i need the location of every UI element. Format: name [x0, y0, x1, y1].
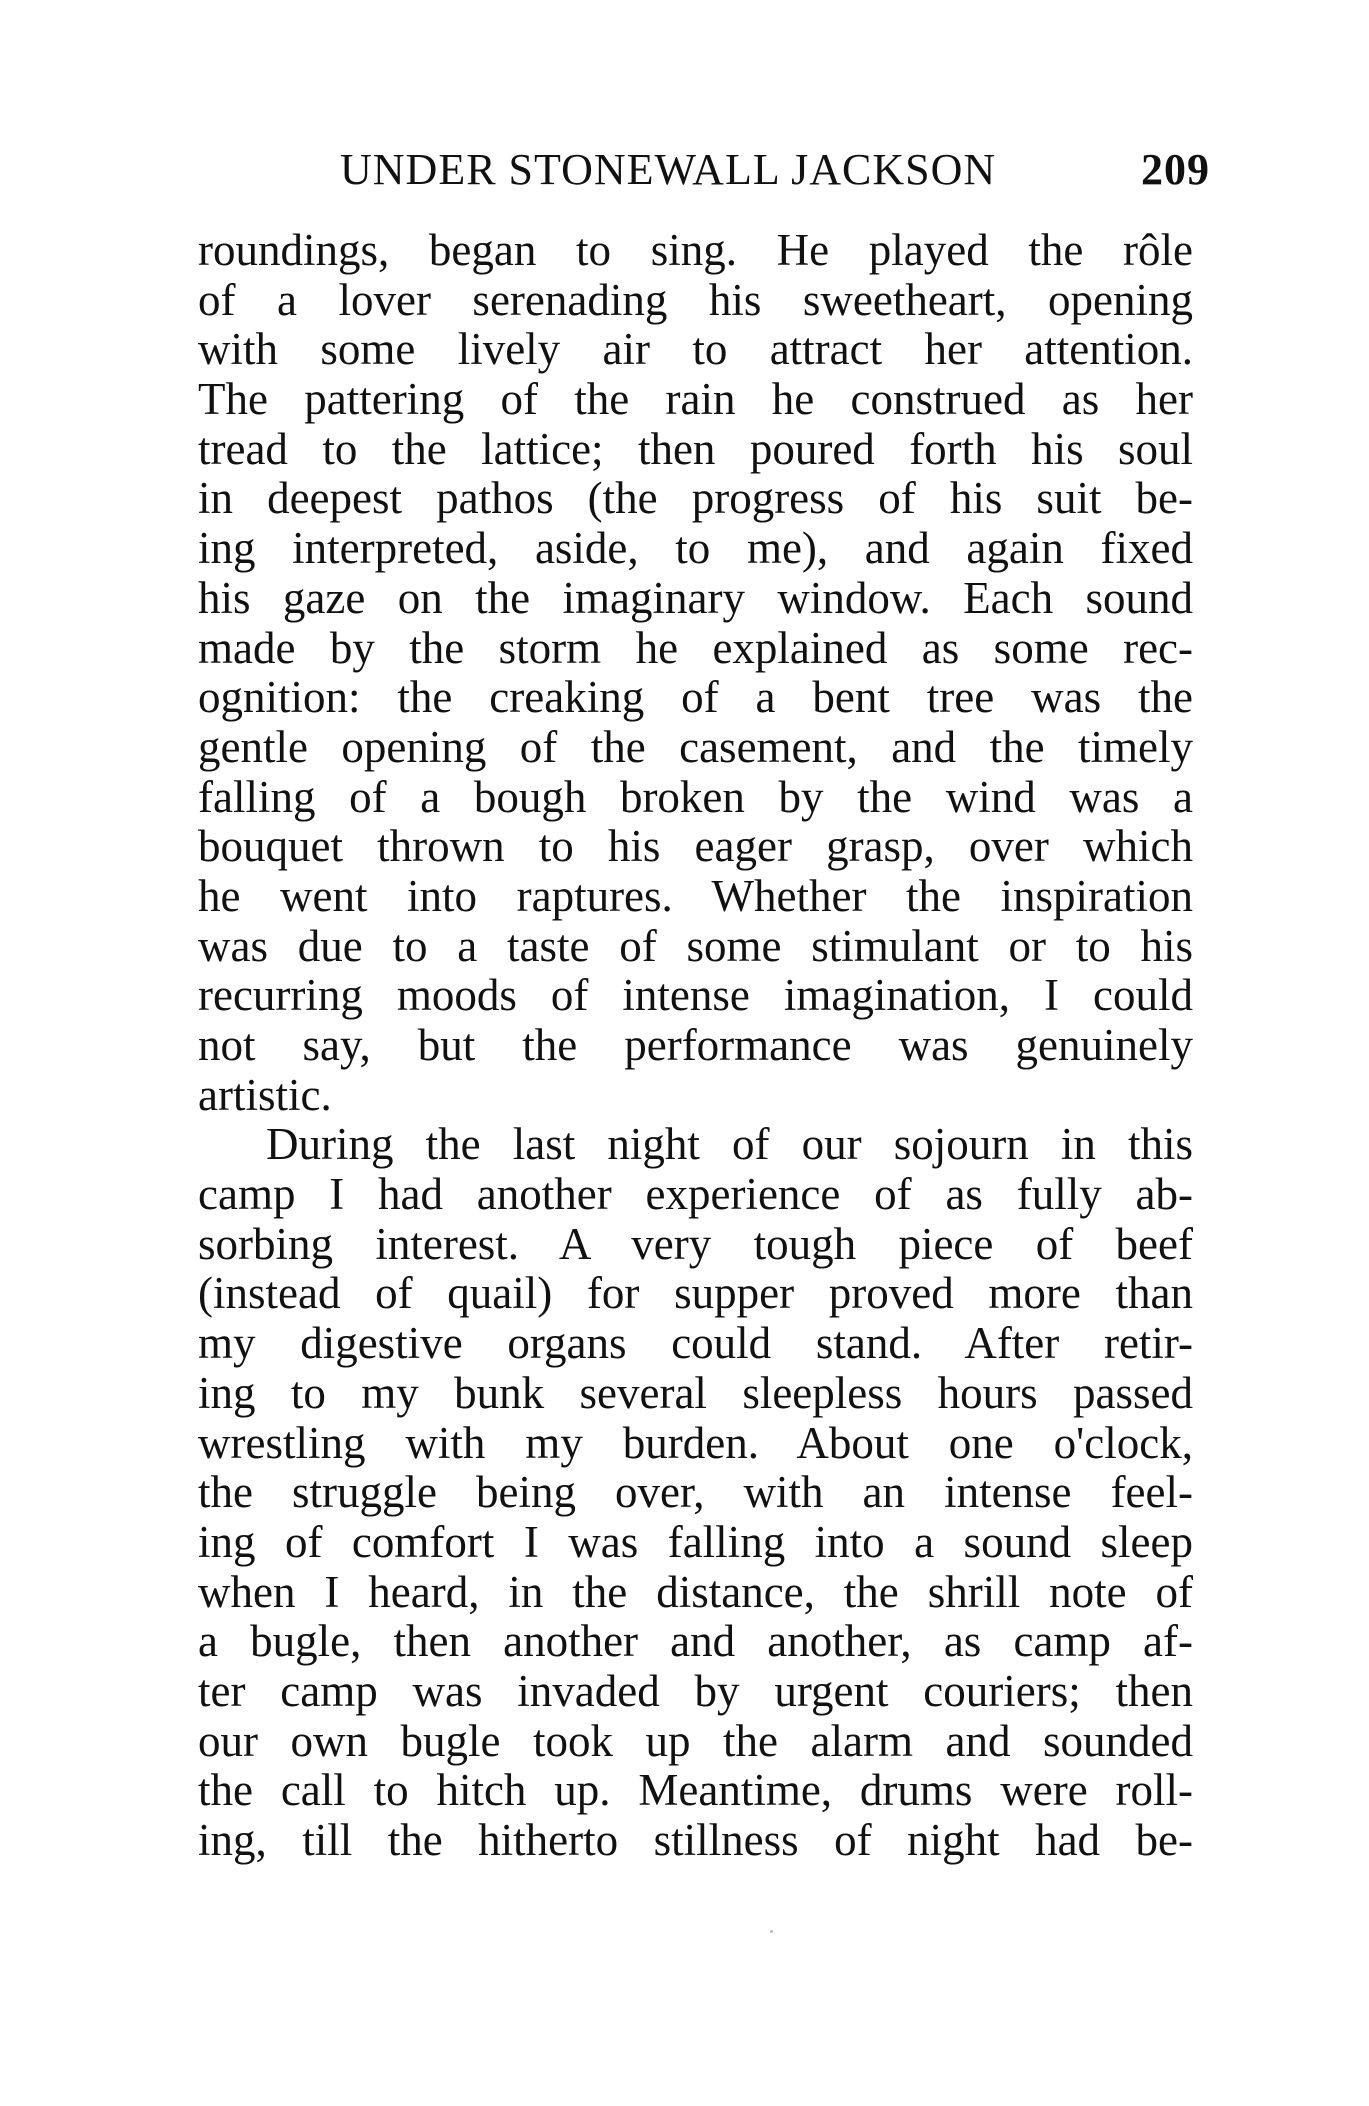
text-line: ter camp was invaded by urgent couriers; then — [198, 1665, 1193, 1716]
text-line: sorbing interest. A very tough piece of beef — [198, 1218, 1193, 1269]
text-line: (instead of quail) for supper proved more than — [198, 1268, 1193, 1319]
text-line: camp I had another experience of as fully ab- — [198, 1169, 1193, 1220]
text-line: bouquet thrown to his eager grasp, over which — [198, 821, 1193, 872]
text-line: a bugle, then another and another, as camp af- — [198, 1616, 1193, 1667]
body-text — [198, 226, 1193, 1866]
text-line: tread to the lattice; then poured forth his soul — [198, 423, 1193, 474]
text-line: gentle opening of the casement, and the timely — [198, 721, 1193, 772]
paragraph-end-line: artistic. — [198, 1069, 332, 1120]
text-line: was due to a taste of some stimulant or to his — [198, 920, 1193, 971]
text-line: of a lover serenading his sweetheart, opening — [198, 274, 1193, 325]
text-line: The pattering of the rain he construed as her — [198, 374, 1193, 425]
text-line: the struggle being over, with an intense feel- — [198, 1467, 1193, 1518]
text-line: our own bugle took up the alarm and sounded — [198, 1715, 1193, 1766]
text-line: in deepest pathos (the progress of his suit be- — [198, 473, 1193, 524]
text-line: roundings, began to sing. He played the rôle — [198, 225, 1193, 275]
paper-speck — [770, 1930, 773, 1933]
text-line: recurring moods of intense imagination, I could — [198, 970, 1193, 1021]
text-line: the call to hitch up. Meantime, drums were roll- — [198, 1765, 1193, 1816]
page-number: 209 — [1141, 145, 1210, 194]
text-line: with some lively air to attract her attention. — [198, 324, 1193, 375]
text-line: ing to my bunk several sleepless hours passed — [198, 1367, 1193, 1418]
text-line: ing of comfort I was falling into a sound sleep — [198, 1516, 1193, 1567]
text-line: ing, till the hitherto stillness of night had be- — [198, 1815, 1193, 1865]
text-line: wrestling with my burden. About one o'clock, — [198, 1417, 1193, 1468]
text-line: ing interpreted, aside, to me), and again fixed — [198, 523, 1193, 574]
running-title: UNDER STONEWALL JACKSON — [340, 145, 997, 194]
text-line: falling of a bough broken by the wind was a — [198, 771, 1193, 822]
text-line: his gaze on the imaginary window. Each sound — [198, 572, 1193, 623]
text-line: ognition: the creaking of a bent tree was the — [198, 672, 1193, 723]
text-line: he went into raptures. Whether the inspiration — [198, 870, 1193, 921]
text-line: when I heard, in the distance, the shrill note of — [198, 1566, 1193, 1617]
text-line: made by the storm he explained as some rec- — [198, 622, 1193, 673]
paragraph-start-line: During the last night of our sojourn in this — [266, 1119, 1193, 1170]
text-line: my digestive organs could stand. After retir- — [198, 1318, 1193, 1369]
text-line: not say, but the performance was genuinely — [198, 1020, 1193, 1070]
running-head — [340, 140, 1210, 200]
